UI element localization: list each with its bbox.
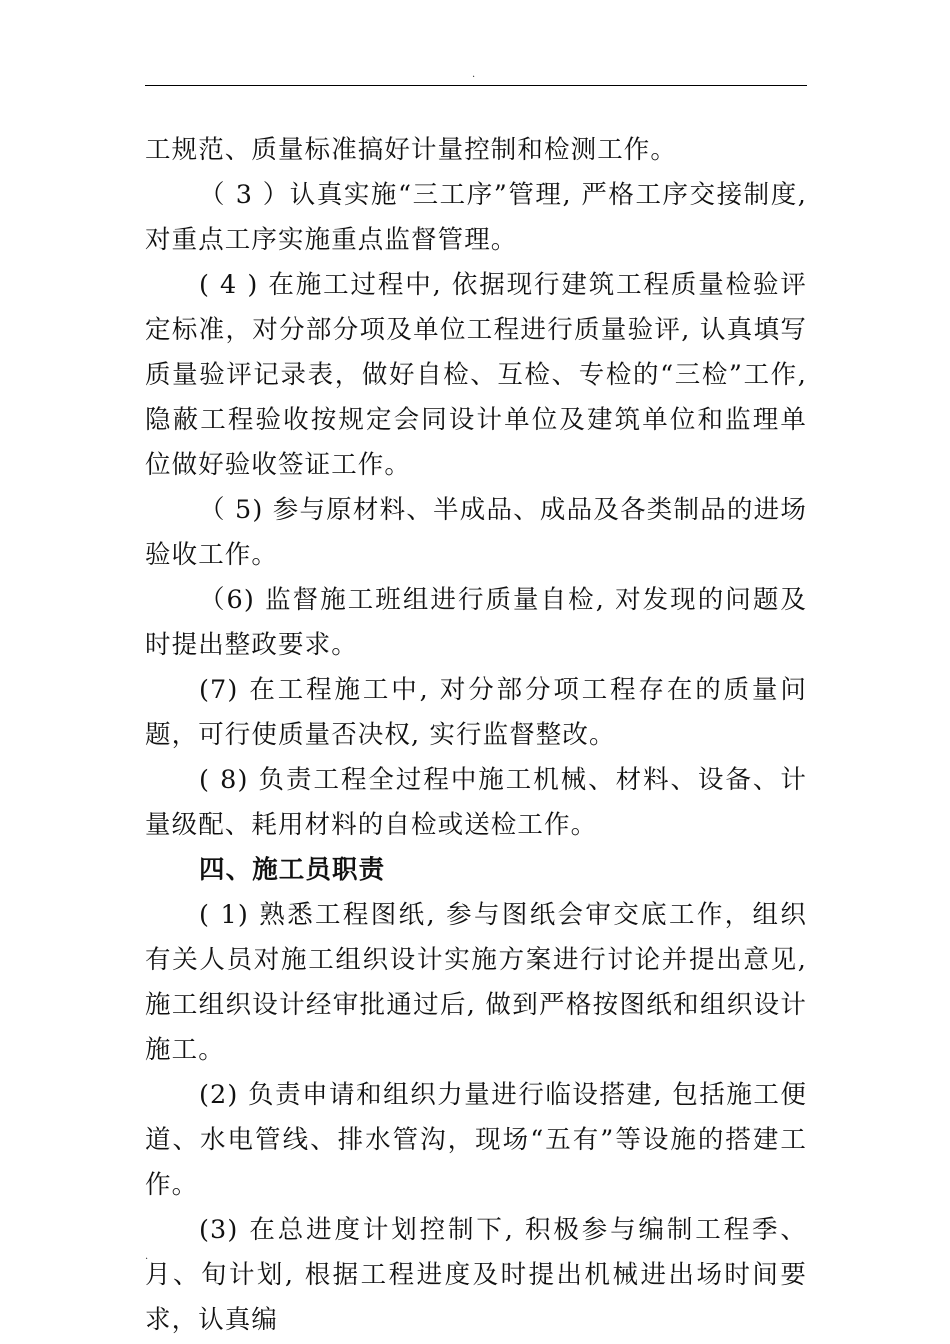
document-body xyxy=(145,128,807,1343)
paragraph-duty-3: (3) 在总进度计划控制下, 积极参与编制工程季、月、旬计划, 根据工程进度及时提出机械进出场时间要求，认真编 xyxy=(145,1215,807,1335)
header-dot: . xyxy=(472,69,476,80)
paragraph-item-8: ( 8) 负责工程全过程中施工机械、材料、设备、计量级配、耗用材料的自检或送检工作。 xyxy=(145,765,807,840)
paragraph-duty-1: ( 1) 熟悉工程图纸, 参与图纸会审交底工作，组织有关人员对施工组织设计实施方案进行讨论并提出意见, 施工组织设计经审批通过后, 做到严格按图纸和组织设计施工。 xyxy=(145,900,807,1065)
paragraph-item-5: （ 5) 参与原材料、半成品、成品及各类制品的进场验收工作。 xyxy=(145,495,807,570)
paragraph-item-4: ( 4 ) 在施工过程中, 依据现行建筑工程质量检验评定标准，对分部分项及单位工程进行质量验评, 认真填写质量验评记录表，做好自检、互检、专检的“三检”工作, 隐蔽工程验收按规定会同设计单位及建筑单位和监理单位做好验收签证工作。 xyxy=(145,270,807,480)
paragraph-item-7: (7) 在工程施工中, 对分部分项工程存在的质量问题，可行使质量否决权, 实行监督整改。 xyxy=(145,675,807,750)
paragraph-item-6: （6) 监督施工班组进行质量自检, 对发现的问题及时提出整政要求。 xyxy=(145,585,807,660)
paragraph-duty-2: (2) 负责申请和组织力量进行临设搭建, 包括施工便道、水电管线、排水管沟，现场“五有”等设施的搭建工作。 xyxy=(145,1080,807,1200)
paragraph-continuation: 工规范、质量标准搞好计量控制和检测工作。 xyxy=(145,135,678,165)
footer-dot: . xyxy=(145,1251,149,1262)
section-heading: 四、施工员职责 xyxy=(199,855,386,885)
paragraph-item-3: （ 3 ）认真实施“三工序”管理, 严格工序交接制度, 对重点工序实施重点监督管理。 xyxy=(145,180,807,255)
header-rule xyxy=(145,85,807,86)
